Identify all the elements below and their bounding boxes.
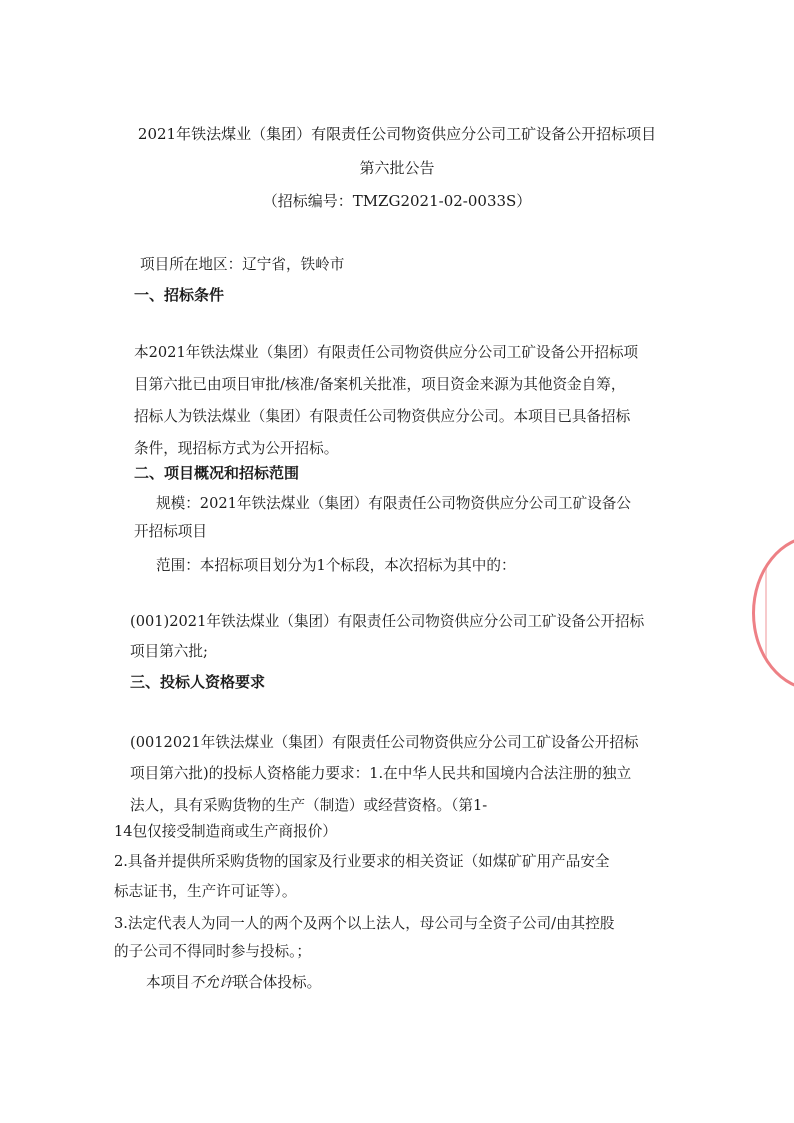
paragraph-line: (0012021年铁法煤业（集团）有限责任公司物资供应分公司工矿设备公开招标 (130, 734, 639, 751)
doc-title-line2: 第六批公告 (359, 159, 435, 177)
scale-line: 开招标项目 (134, 523, 207, 540)
paragraph-line: 法人，具有采购货物的生产（制造）或经营资格。（第1- (130, 797, 488, 814)
paragraph-line: 招标人为铁法煤业（集团）有限责任公司物资供应分公司。本项目已具备招标 (134, 408, 631, 425)
paragraph-line: 3.法定代表人为同一人的两个及两个以上法人，母公司与全资子公司/由其控股 (114, 915, 615, 932)
lot-line: (001)2021年铁法煤业（集团）有限责任公司物资供应分公司工矿设备公开招标 (130, 613, 645, 630)
paragraph-line: 本2021年铁法煤业（集团）有限责任公司物资供应分公司工矿设备公开招标项 (134, 344, 639, 361)
paragraph-line: 标志证书，生产许可证等）。 (114, 883, 297, 900)
section-heading-tender-conditions: 一、招标条件 (134, 286, 225, 304)
section-heading-project-overview: 二、项目概况和招标范围 (134, 464, 300, 482)
doc-title-tender-number: （招标编号：TMZG2021-02-0033S） (262, 192, 532, 210)
paragraph-line: 2.具备并提供所采购货物的国家及行业要求的相关资证（如煤矿矿用产品安全 (114, 853, 610, 870)
consortium-not-allowed: 不允许 (189, 974, 234, 991)
paragraph-line: 目第六批已由项目审批/核准/备案机关批准，项目资金来源为其他资金自筹， (134, 376, 626, 393)
consortium-prefix: 本项目 (146, 974, 190, 991)
paragraph-line: 14包仅接受制造商或生产商报价） (114, 823, 337, 840)
scale-line: 规模：2021年铁法煤业（集团）有限责任公司物资供应分公司工矿设备公 (156, 495, 631, 512)
consortium-suffix: 联合体投标。 (233, 974, 322, 991)
paragraph-line: 项目第六批)的投标人资格能力要求：1.在中华人民共和国境内合法注册的独立 (130, 765, 632, 782)
lot-line: 项目第六批; (130, 643, 208, 660)
doc-title-line1: 2021年铁法煤业（集团）有限责任公司物资供应分公司工矿设备公开招标项目 (137, 125, 657, 143)
consortium-line (146, 973, 321, 993)
scope-line: 范围：本招标项目划分为1个标段，本次招标为其中的： (156, 557, 516, 574)
seal-inner-ring (765, 558, 794, 668)
red-seal-stamp (752, 535, 794, 691)
paragraph-line: 的子公司不得同时参与投标。； (114, 943, 312, 960)
section-heading-bidder-qualification: 三、投标人资格要求 (130, 673, 266, 691)
paragraph-line: 条件，现招标方式为公开招标。 (134, 440, 339, 457)
project-location: 项目所在地区：辽宁省，铁岭市 (140, 256, 345, 273)
